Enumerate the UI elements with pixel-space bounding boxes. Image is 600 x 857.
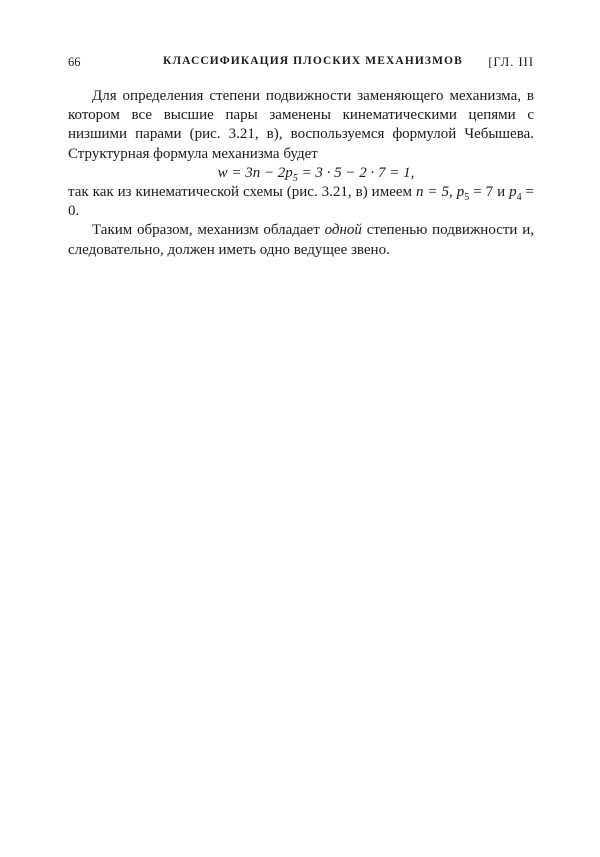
paragraph-3 <box>68 221 534 259</box>
paragraph-2 <box>68 183 534 221</box>
page-number: 66 <box>68 55 81 69</box>
p5-symbol: p <box>456 184 465 201</box>
paragraph-3-emphasis: одной <box>324 222 362 239</box>
paragraph-1: Для определения степени подвижности заменяющего механизма, в котором все высшие пары заменены кинематическими цепями с низшими парами (рис. 3.21, в), воспользуемся формулой Чебышева. Структурная формула механизма будет <box>68 88 534 162</box>
p4-subscript: 4 <box>516 192 522 204</box>
paragraph-3-after: степенью подвижности и, следовательно, должен иметь одно ведущее звено. <box>68 222 535 258</box>
page-header <box>68 55 534 75</box>
p5-subscript: 5 <box>464 192 470 204</box>
p4-equation: = 0. <box>68 184 534 220</box>
and-word: и <box>493 184 510 201</box>
paragraph-2-text: так как из кинематической схемы (рис. 3.21, в) имеем <box>68 184 416 201</box>
p4-symbol: p <box>509 184 517 201</box>
structural-formula <box>68 164 534 183</box>
chapter-marker: [ГЛ. III <box>488 55 534 69</box>
formula-rhs: = 3 · 5 − 2 · 7 = 1, <box>297 164 415 181</box>
p5-equation: = 7 <box>469 184 494 201</box>
paragraph-3-before: Таким образом, механизм обладает <box>92 222 325 239</box>
running-title: КЛАССИФИКАЦИЯ ПЛОСКИХ МЕХАНИЗМОВ <box>163 55 463 67</box>
formula-subscript: 5 <box>292 172 298 184</box>
page-body <box>68 87 534 260</box>
n-equation: n = 5, <box>415 184 457 201</box>
formula-lhs: w = 3n − 2p <box>217 164 293 181</box>
